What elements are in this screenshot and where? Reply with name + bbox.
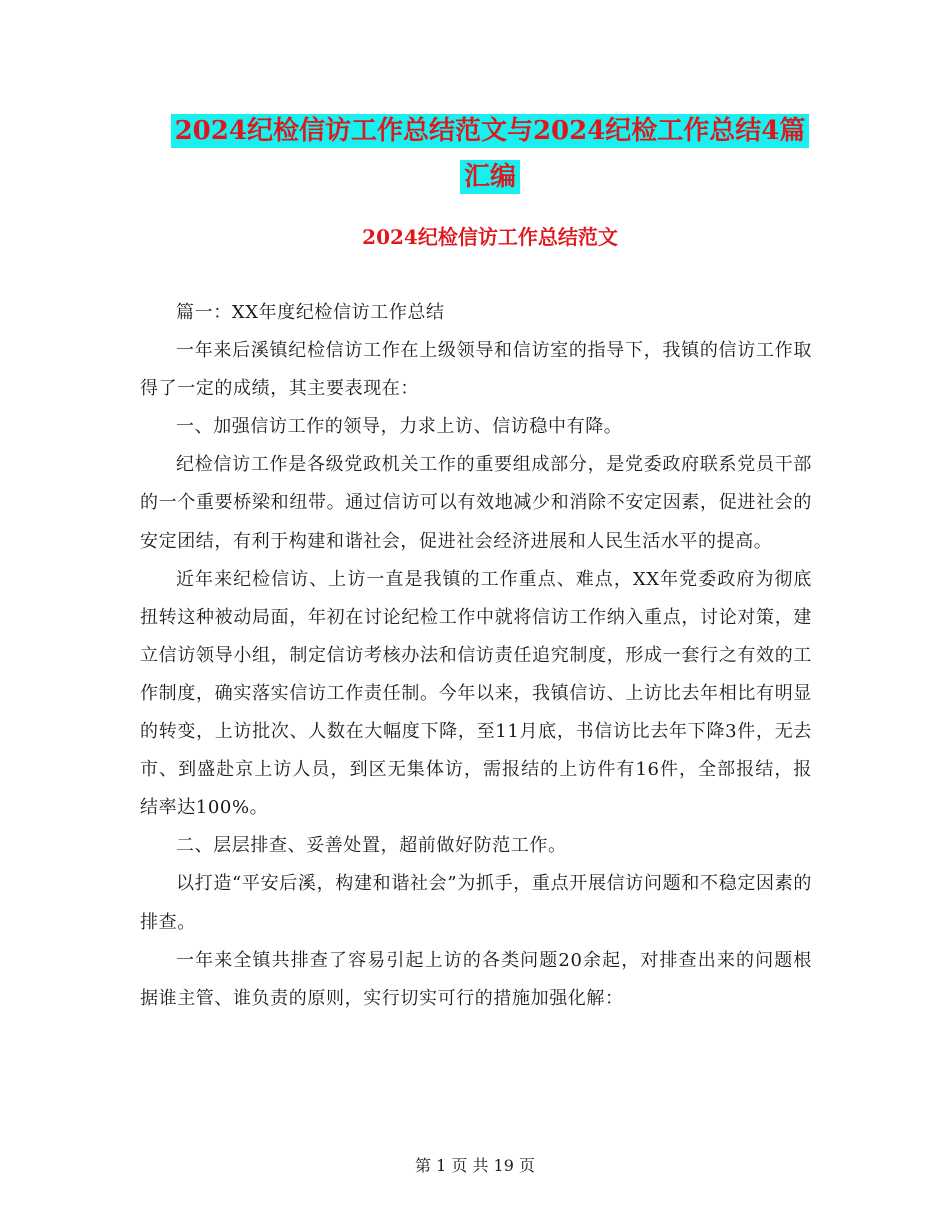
paragraph: 二、层层排查、妥善处置，超前做好防范工作。 <box>176 835 567 857</box>
document-body <box>140 294 812 1018</box>
paragraph: 篇一：XX年度纪检信访工作总结 <box>176 302 445 323</box>
page-footer: 第 1 页 共 19 页 <box>415 1156 535 1175</box>
paragraph: 一年来后溪镇纪检信访工作在上级领导和信访室的指导下，我镇的信访工作取得了一定的成绩，其主要表现在： <box>140 340 812 400</box>
title-line-1: 2024纪检信访工作总结范文与2024纪检工作总结4篇 <box>171 114 810 148</box>
paragraph: 近年来纪检信访、上访一直是我镇的工作重点、难点，XX年党委政府为彻底扭转这种被动局面，年初在讨论纪检工作中就将信访工作纳入重点，讨论对策，建立信访领导小组，制定信访考核办法和信访责任追究制度，形成一套行之有效的工作制度，确实落实信访工作责任制。今年以来，我镇信访、上访比去年相比有明显的转变，上访批次、人数在大幅度下降，至11月底，书信访比去年下降3件，无去市、到盛赴京上访人员，到区无集体访，需报结的上访件有16件，全部报结，报结率达100%。 <box>140 568 812 819</box>
paragraph: 以打造“平安后溪，构建和谐社会”为抓手，重点开展信访问题和不稳定因素的排查。 <box>140 873 812 933</box>
section-title: 2024纪检信访工作总结范文 <box>362 225 618 249</box>
document-title <box>140 108 840 200</box>
paragraph: 一、加强信访工作的领导，力求上访、信访稳中有降。 <box>176 416 623 438</box>
paragraph: 一年来全镇共排查了容易引起上访的各类问题20余起，对排查出来的问题根据谁主管、谁负责的原则，实行切实可行的措施加强化解： <box>140 949 812 1009</box>
title-line-2: 汇编 <box>460 160 520 194</box>
paragraph: 纪检信访工作是各级党政机关工作的重要组成部分，是党委政府联系党员干部的一个重要桥梁和纽带。通过信访可以有效地减少和消除不安定因素，促进社会的安定团结，有利于构建和谐社会，促进社会经济进展和人民生活水平的提高。 <box>140 454 812 552</box>
